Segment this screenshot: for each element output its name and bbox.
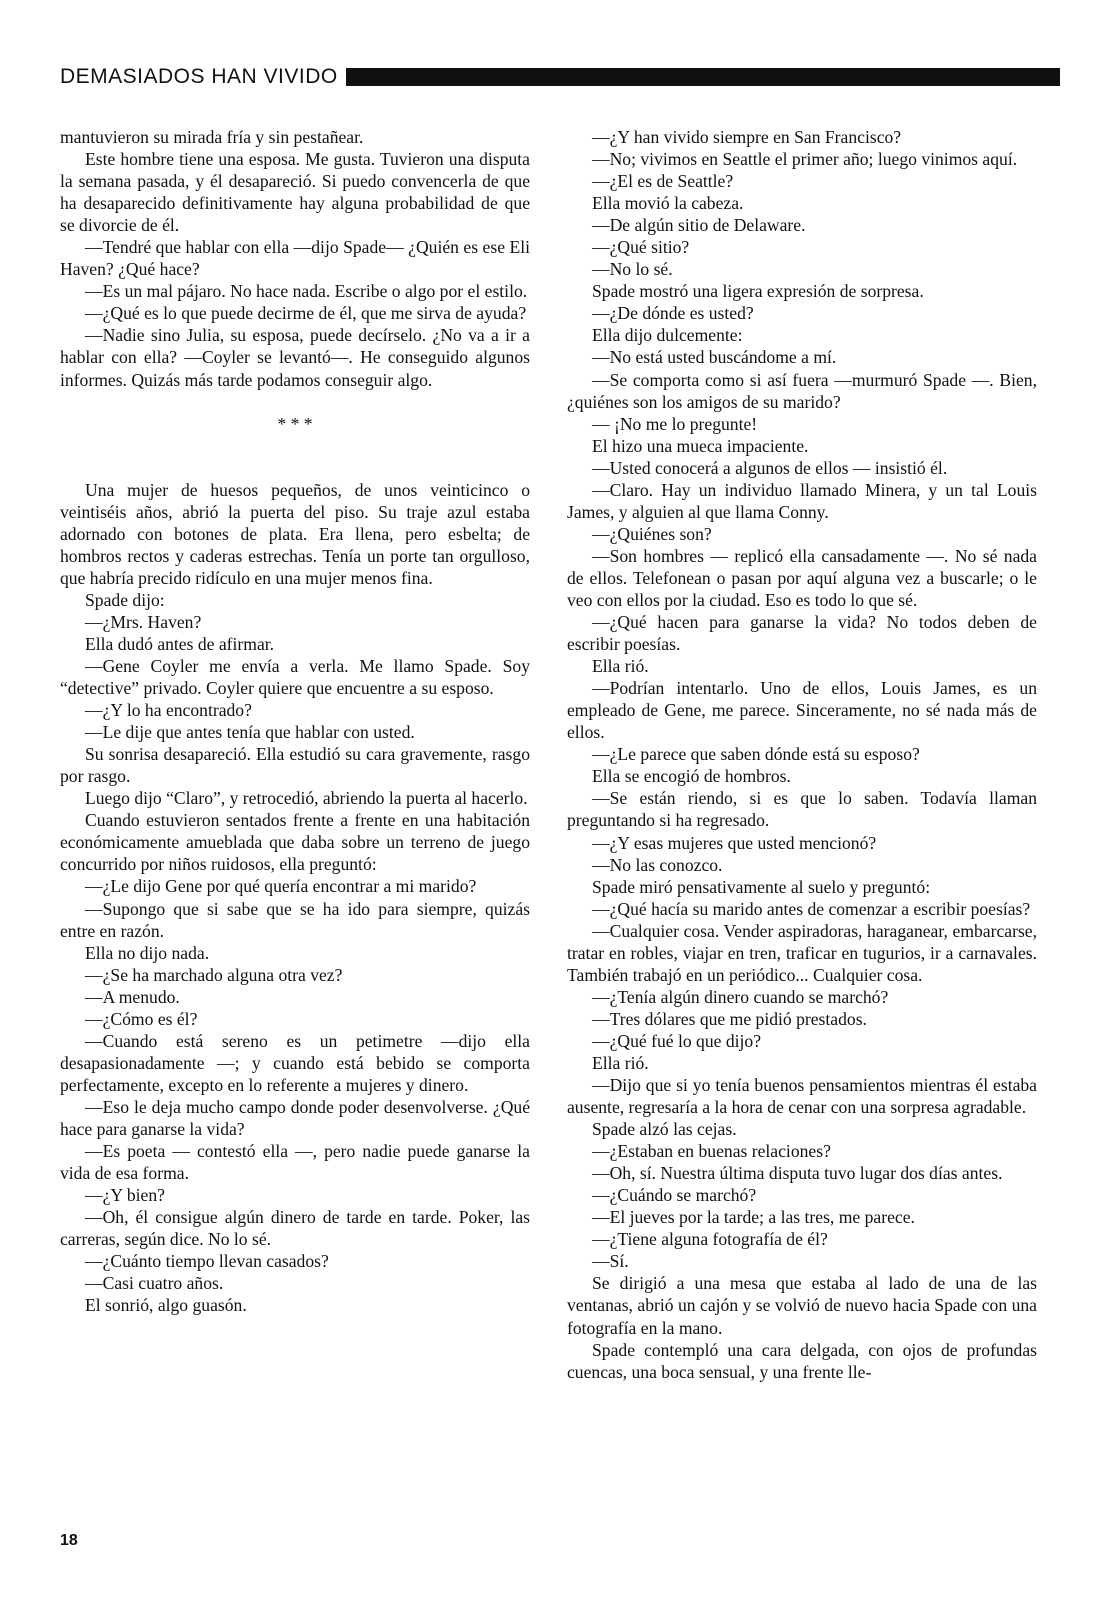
paragraph: Spade mostró una ligera expresión de sorpresa. [592,281,924,302]
paragraph: —Nadie sino Julia, su esposa, puede decírselo. ¿No va a ir a hablar con ella? —Coyler se levantó—. He conseguido algunos informes. Quizás más tarde podamos conseguir algo. [60,325,530,390]
paragraph: Ella se encogió de hombros. [592,766,791,787]
paragraph: —No las conozco. [592,854,723,875]
paragraph: —¿Tiene alguna fotografía de él? [592,1229,828,1250]
paragraph: Luego dijo “Claro”, y retrocedió, abriendo la puerta al hacerlo. [85,788,528,809]
paragraph: —Oh, sí. Nuestra última disputa tuvo lugar dos días antes. [592,1163,1003,1184]
paragraph: —Es poeta — contestó ella —, pero nadie puede ganarse la vida de esa forma. [60,1141,530,1184]
paragraph: Cuando estuvieron sentados frente a frente en una habitación económicamente amueblada que daba sobre un terreno de juego concurrido por niños ruidosos, ella preguntó: [60,810,530,875]
paragraph: Su sonrisa desapareció. Ella estudió su cara gravemente, rasgo por rasgo. [60,744,530,787]
paragraph: —¿Qué es lo que puede decirme de él, que me sirva de ayuda? [85,303,527,324]
paragraph: Una mujer de huesos pequeños, de unos veinticinco o veintiséis años, abrió la puerta del piso. Su traje azul estaba adornado con botones de plata. Era llena, pero esbelta; de hombros rectos y caderas estrechas. Tenía un porte tan orgulloso, que habría precido ridículo en una mujer menos fina. [60,479,530,588]
paragraph: —Tendré que hablar con ella —dijo Spade— ¿Quién es ese Eli Haven? ¿Qué hace? [60,237,530,280]
paragraph: —¿Cuándo se marchó? [592,1185,757,1206]
paragraph: —Sí. [592,1251,629,1272]
paragraph: Spade dijo: [85,589,165,610]
running-title: DEMASIADOS HAN VIVIDO [60,65,338,88]
paragraph: —¿Qué fué lo que dijo? [592,1030,762,1051]
paragraph: Ella rió. [592,656,649,677]
paragraph: —Es un mal pájaro. No hace nada. Escribe o algo por el estilo. [85,281,528,302]
paragraph: El sonrió, algo guasón. [85,1295,247,1316]
paragraph: —¿Cuánto tiempo llevan casados? [85,1251,329,1272]
left-column [60,126,530,1546]
paragraph: —Dijo que si yo tenía buenos pensamientos mientras él estaba ausente, regresaría a la hora de cenar con una sorpresa agradable. [567,1075,1037,1118]
paragraph: —Supongo que si sabe que se ha ido para siempre, quizás entre en razón. [60,898,530,941]
paragraph: —Cuando está sereno es un petimetre —dijo ella desapasionadamente —; y cuando está bebido se comporta perfectamente, excepto en lo referente a mujeres y dinero. [60,1030,530,1095]
paragraph: —No; vivimos en Seattle el primer año; luego vinimos aquí. [592,149,1018,170]
paragraph: —Eso le deja mucho campo donde poder desenvolverse. ¿Qué hace para ganarse la vida? [60,1096,530,1139]
paragraph: —¿Se ha marchado alguna otra vez? [85,964,343,985]
paragraph: —Casi cuatro años. [85,1273,224,1294]
paragraph: —Gene Coyler me envía a verla. Me llamo Spade. Soy “detective” privado. Coyler quiere que encuentre a su esposo. [60,655,530,699]
paragraph: —Se están riendo, si es que lo saben. Todavía llaman preguntando si ha regresado. [567,788,1037,831]
paragraph: —¿Y lo ha encontrado? [85,700,252,721]
paragraph: —¿Qué sitio? [592,237,690,258]
paragraph: —¿De dónde es usted? [592,303,754,324]
right-column [567,126,1037,1546]
paragraph: Se dirigió a una mesa que estaba al lado de una de las ventanas, abrió un cajón y se volvió de nuevo hacia Spade con una fotografía en la mano. [567,1273,1037,1338]
paragraph: —No lo sé. [592,259,673,280]
paragraph: —A menudo. [85,986,180,1007]
paragraph: Spade contempló una cara delgada, con ojos de profundas cuencas, una boca sensual, y una frente lle- [567,1339,1037,1382]
header-rule-bar [346,68,1060,86]
paragraph: —¿Qué hacía su marido antes de comenzar a escribir poesías? [592,898,1031,919]
paragraph: —¿Estaban en buenas relaciones? [592,1141,831,1162]
paragraph: —Usted conocerá a algunos de ellos — insistió él. [592,457,948,478]
paragraph: —Cualquier cosa. Vender aspiradoras, haraganear, embarcarse, tratar en robles, viajar en tren, traficar en tugurios, ir a carnavales. También trabajó en un periódico... Cualquier cosa. [567,920,1037,985]
paragraph: —¿Y han vivido siempre en San Francisco? [592,127,902,147]
paragraph: —¿Mrs. Haven? [85,611,202,632]
paragraph: —Podrían intentarlo. Uno de ellos, Louis James, es un empleado de Gene, me parece. Sinceramente, no sé nada más de ellos. [567,678,1037,743]
paragraph: — ¡No me lo pregunte! [592,413,758,434]
paragraph: Ella rió. [592,1052,649,1073]
paragraph: —¿Y esas mujeres que usted mencionó? [592,832,877,853]
paragraph: —¿Quiénes son? [592,523,712,544]
paragraph: Ella dijo dulcemente: [592,325,743,346]
paragraph: —De algún sitio de Delaware. [592,215,806,236]
paragraph: —El jueves por la tarde; a las tres, me parece. [592,1207,915,1228]
page-header [60,64,1060,90]
paragraph: mantuvieron su mirada fría y sin pestañear. [60,127,364,147]
paragraph: —¿Tenía algún dinero cuando se marchó? [592,986,889,1007]
paragraph: —¿Le dijo Gene por qué quería encontrar a mi marido? [85,876,477,897]
section-separator: * * * [277,413,313,434]
paragraph: El hizo una mueca impaciente. [592,435,809,456]
paragraph: —Son hombres — replicó ella cansadamente —. No sé nada de ellos. Telefonean o pasan por aquí alguna vez a buscarle; o le veo con ellos por la ciudad. Eso es todo lo que sé. [567,545,1037,610]
paragraph: —Claro. Hay un individuo llamado Minera, y un tal Louis James, y alguien al que llama Conny. [567,479,1037,522]
paragraph: —¿Cómo es él? [85,1008,198,1029]
paragraph: Ella no dijo nada. [85,942,210,963]
paragraph: Ella dudó antes de afirmar. [85,633,275,654]
paragraph: —Tres dólares que me pidió prestados. [592,1008,867,1029]
page-number: 18 [60,1532,78,1549]
paragraph: —¿Qué hacen para ganarse la vida? No todos deben de escribir poesías. [567,612,1037,655]
paragraph: —Se comporta como si así fuera —murmuró Spade —. Bien, ¿quiénes son los amigos de su marido? [567,369,1037,412]
paragraph: —Oh, él consigue algún dinero de tarde en tarde. Poker, las carreras, según dice. No lo sé. [60,1207,530,1250]
paragraph: —No está usted buscándome a mí. [592,347,837,368]
paragraph: —Le dije que antes tenía que hablar con usted. [85,722,415,743]
paragraph: Ella movió la cabeza. [592,193,744,214]
paragraph: Este hombre tiene una esposa. Me gusta. Tuvieron una disputa la semana pasada, y él desapareció. Si puedo convencerla de que ha desaparecido definitivamente hay alguna probabilidad de que se divorcie de él. [60,149,530,236]
paragraph: Spade miró pensativamente al suelo y preguntó: [592,876,931,897]
paragraph: —¿Y bien? [85,1185,165,1206]
paragraph: Spade alzó las cejas. [592,1119,737,1140]
paragraph: —¿Le parece que saben dónde está su esposo? [592,744,920,765]
paragraph: —¿El es de Seattle? [592,171,734,192]
